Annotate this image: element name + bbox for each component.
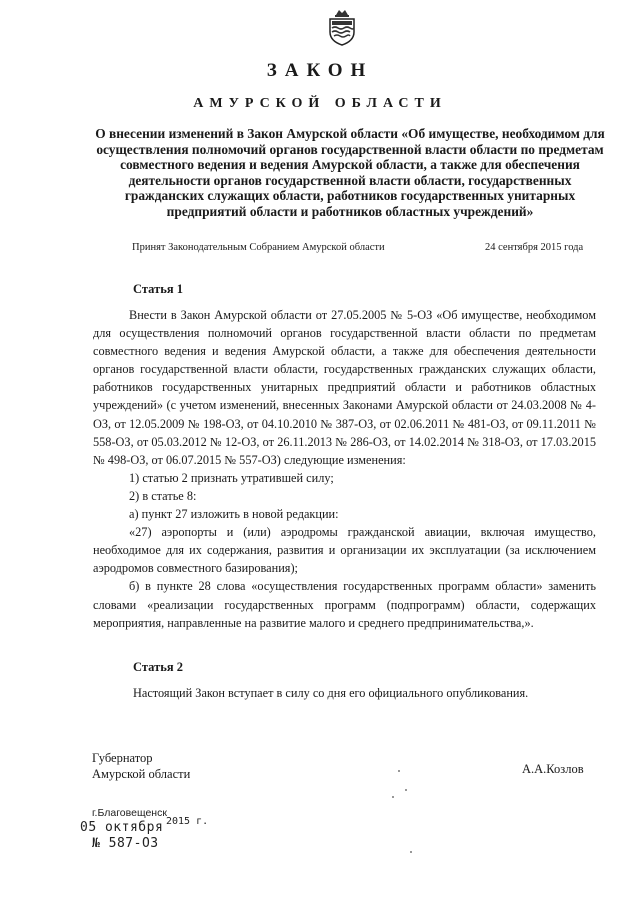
article-1-item-2: 2) в статье 8:: [129, 488, 197, 503]
law-heading: О внесении изменений в Закон Амурской области «Об имуществе, необходимом для осуществления полномочий органов государственной власти области по предметам совместного ведения и ведения Амурской области, а также для обеспечения деятельности органов государственной власти области, государственных гражданских служащих области, работников государственных унитарных предприятий области и работников областных учреждений»: [95, 126, 605, 219]
article-2-text: Настоящий Закон вступает в силу со дня его официального опубликования.: [133, 686, 529, 700]
stamp-year: 2015 г.: [166, 816, 209, 827]
document-title: ЗАКОН: [266, 60, 374, 81]
amur-region-coat-of-arms-icon: [327, 8, 357, 46]
scan-speck: [405, 789, 407, 791]
scan-speck: [398, 770, 400, 772]
scan-speck: [392, 796, 394, 798]
signatory-name: А.А.Козлов: [522, 762, 584, 776]
article-1-item-1: 1) статью 2 признать утратившей силу;: [129, 470, 334, 485]
stamp-number: № 587-ОЗ: [92, 836, 159, 851]
signatory-position-line-1: Губернатор: [92, 751, 153, 765]
adopted-date: 24 сентября 2015 года: [485, 242, 584, 253]
article-1-body: [93, 306, 596, 632]
article-1-intro: Внести в Закон Амурской области от 27.05.2005 № 5-ОЗ «Об имуществе, необходимом для осуществления полномочий органов государственной власти области по предметам совместного ведения и ведения Амурской области, а также для обеспечения деятельности органов государственной власти области, государственных гражданских служащих области, работников государственных унитарных предприятий области и работников областных учреждений» (с учетом изменений, внесенных Законами Амурской области от 24.03.2008 № 4-ОЗ, от 12.05.2009 № 198-ОЗ, от 04.10.2010 № 387-ОЗ, от 02.06.2011 № 481-ОЗ, от 09.11.2011 № 558-ОЗ, от 05.03.2012 № 12-ОЗ, от 26.11.2013 № 286-ОЗ, от 14.02.2014 № 318-ОЗ, от 17.03.2015 № 498-ОЗ, от 06.07.2015 № 557-ОЗ) следующие изменения:: [93, 308, 596, 467]
stamp-city: г.Благовещенск: [92, 807, 167, 819]
signatory-position-line-2: Амурской области: [92, 767, 191, 781]
article-1-item-2a-text: «27) аэропорты и (или) аэродромы гражданской авиации, включая имущество, необходимое для их содержания, развития и организации их эксплуатации (за исключением аэродромов совместного базирования);: [93, 525, 596, 576]
document-subtitle: АМУРСКОЙ ОБЛАСТИ: [193, 96, 447, 111]
article-2-title: Статья 2: [133, 660, 183, 674]
scan-speck: [410, 851, 412, 853]
article-1-item-2b: б) в пункте 28 слова «осуществления государственных программ области» заменить словами «реализации государственных программ (подпрограмм) области, содержащих мероприятия, направленные на развитие малого и среднего предпринимательства,».: [93, 579, 596, 630]
stamp-date: 05 октября: [80, 820, 164, 835]
article-1-title: Статья 1: [133, 282, 183, 296]
signatory-position: [92, 750, 190, 782]
article-1-item-2a: а) пункт 27 изложить в новой редакции:: [129, 507, 339, 522]
adopted-by-line: Принят Законодательным Собранием Амурской области: [132, 242, 385, 253]
